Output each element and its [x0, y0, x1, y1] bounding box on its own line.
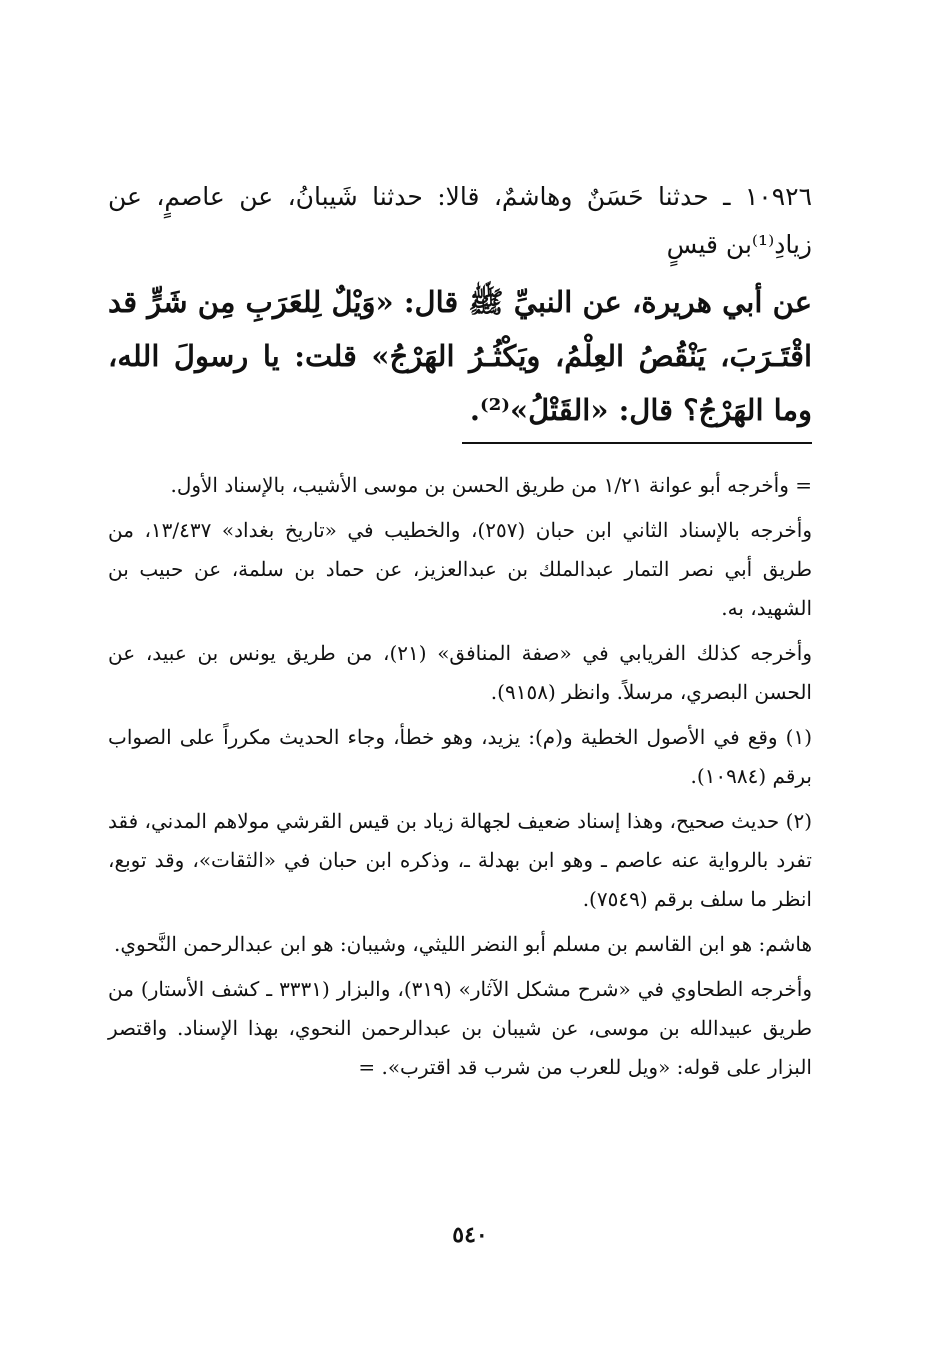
footnote-paragraph: وأخرجه بالإسناد الثاني ابن حبان (٢٥٧)، والخطيب في «تاريخ بغداد» ١٣/٤٣٧، من طريق أبي نصر التمار عبدالملك بن عبدالعزيز، عن حماد بن سلمة، عن حبيب بن الشهيد، به. [108, 518, 812, 620]
footnote-paragraph: هاشم: هو ابن القاسم بن مسلم أبو النضر الليثي، وشيبان: هو ابن عبدالرحمن النَّحوي. [114, 932, 812, 956]
footnotes [108, 466, 812, 1093]
footnote-continuation: = وأخرجه أبو عوانة ١/٢١ من طريق الحسن بن موسى الأشيب، بالإسناد الأول. [170, 473, 812, 497]
hadith-isnad: ١٠٩٢٦ ـ حدثنا حَسَنٌ وهاشمٌ، قالا: حدثنا شَيبانُ، عن عاصمٍ، عن زيادِ⁽¹⁾بن قيسٍ [108, 182, 812, 259]
footnote-paragraph: وأخرجه كذلك الفريابي في «صفة المنافق» (٢١)، من طريق يونس بن عبيد، عن الحسن البصري، مرسلاً. وانظر (٩١٥٨). [108, 641, 812, 704]
page-number: ٥٤٠ [452, 1222, 488, 1248]
hadith-matn: عن أبي هريرة، عن النبيِّ ﷺ قال: «وَيْلٌ لِلعَرَبِ مِن شَرٍّ قد اقْتَـرَبَ، يَنْقُصُ العِلْمُ، ويَكْثُـرُ الهَرْجُ» قلت: يا رسولَ الله، وما الهَرْجُ؟ قال: «القَتْلُ»⁽²⁾. [108, 285, 812, 427]
footnote-paragraph: وأخرجه الطحاوي في «شرح مشكل الآثار» (٣١٩)، والبزار (٣٣٣١ ـ كشف الأستار) من طريق عبيدالله بن موسى، عن شيبان بن عبدالرحمن النحوي، بهذا الإسناد. واقتصر البزار على قوله: «ويل للعرب من شرب قد اقترب». = [108, 977, 813, 1079]
footnote-2: (٢) حديث صحيح، وهذا إسناد ضعيف لجهالة زياد بن قيس القرشي مولاهم المدني، فقد تفرد بالرواية عنه عاصم ـ وهو ابن بهدلة ـ، وذكره ابن حبان في «الثقات»، وقد توبع، انظر ما سلف برقم (٧٥٤٩). [108, 809, 812, 911]
footnote-separator [462, 442, 812, 444]
footnote-1: (١) وقع في الأصول الخطية و(م): يزيد، وهو خطأ، وجاء الحديث مكرراً على الصواب برقم (١٠٩٨٤). [108, 725, 812, 788]
